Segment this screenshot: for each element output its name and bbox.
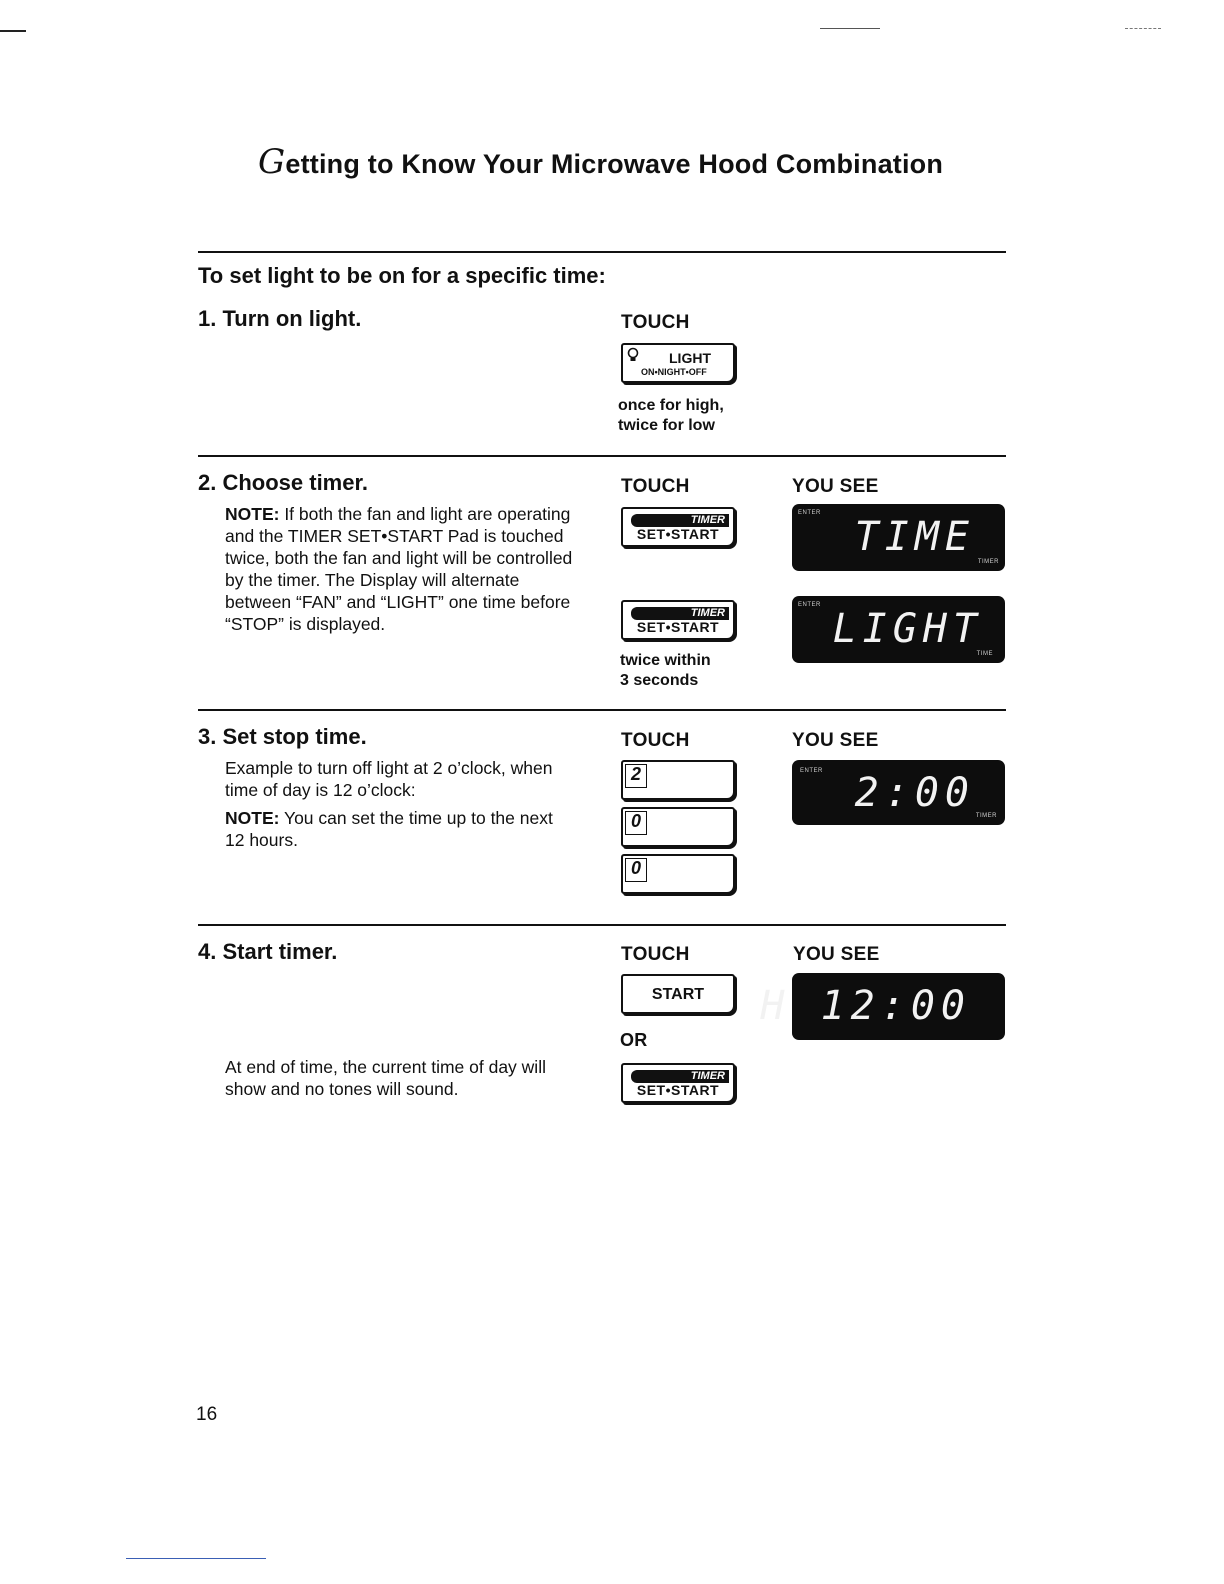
- step-3-see-label: YOU SEE: [792, 730, 879, 751]
- step-4-body: At end of time, the current time of day will show and no tones will sound.: [225, 1057, 546, 1099]
- step-4-title: 4. Start timer.: [198, 939, 338, 964]
- light-pad[interactable]: LIGHT ON•NIGHT•OFF: [621, 343, 735, 383]
- number-pad-0[interactable]: 0: [621, 807, 735, 847]
- step-4-see-label: YOU SEE: [793, 944, 880, 965]
- step-1-caption: once for high, twice for low: [618, 397, 724, 434]
- display-panel: ENTER 2:00 TIMER: [792, 760, 1005, 825]
- scan-mark: [1125, 28, 1161, 29]
- number-pad-0[interactable]: 0: [621, 854, 735, 894]
- section-heading: To set light to be on for a specific time:: [198, 263, 606, 288]
- step-3-note: NOTE: You can set the time up to the next 12 hours.: [225, 808, 553, 850]
- divider: [198, 924, 1006, 926]
- display-panel: ENTER TIME TIMER: [792, 504, 1005, 571]
- or-label: OR: [620, 1030, 648, 1050]
- display-readout: H 12:00: [760, 983, 971, 1029]
- divider: [198, 709, 1006, 711]
- number-pad-2[interactable]: 2: [621, 760, 735, 800]
- page-title: Getting to Know Your Microwave Hood Combination: [258, 142, 944, 182]
- timer-set-start-pad[interactable]: TIMER SET•START: [621, 507, 735, 547]
- step-1-title: 1. Turn on light.: [198, 306, 362, 331]
- step-2-note: NOTE: If both the fan and light are operating and the TIMER SET•START Pad is touched twice, both the fan and light will be controlled by the timer. The Display will alternate between “FAN” and “LIGHT” one time before “STOP” is displayed.: [225, 504, 573, 634]
- step-3-touch-label: TOUCH: [621, 730, 690, 751]
- step-4-touch-label: TOUCH: [621, 944, 690, 965]
- step-2-see-label: YOU SEE: [792, 476, 879, 497]
- page-number: 16: [196, 1404, 218, 1425]
- scan-mark: [0, 30, 26, 32]
- timer-set-start-pad[interactable]: TIMER SET•START: [621, 1063, 735, 1103]
- step-3-title: 3. Set stop time.: [198, 724, 367, 749]
- display-panel: [760, 973, 1005, 1040]
- step-3-body: Example to turn off light at 2 o’clock, when time of day is 12 o’clock:: [225, 758, 553, 800]
- display-panel: ENTER LIGHT TIME: [792, 596, 1005, 663]
- divider: [198, 455, 1006, 457]
- step-2-caption: twice within 3 seconds: [620, 652, 711, 689]
- footer-rule: [126, 1558, 266, 1559]
- display-readout: 2:00: [854, 770, 975, 816]
- display-readout: LIGHT: [832, 606, 983, 652]
- start-pad[interactable]: START: [621, 974, 735, 1014]
- timer-set-start-pad[interactable]: TIMER SET•START: [621, 600, 735, 640]
- step-2-touch-label: TOUCH: [621, 476, 690, 497]
- step-1-touch-label: TOUCH: [621, 312, 690, 333]
- bulb-icon: [627, 347, 639, 363]
- scan-mark: [820, 28, 880, 29]
- divider: [198, 251, 1006, 253]
- step-2-title: 2. Choose timer.: [198, 470, 368, 495]
- display-readout: TIME: [854, 514, 975, 560]
